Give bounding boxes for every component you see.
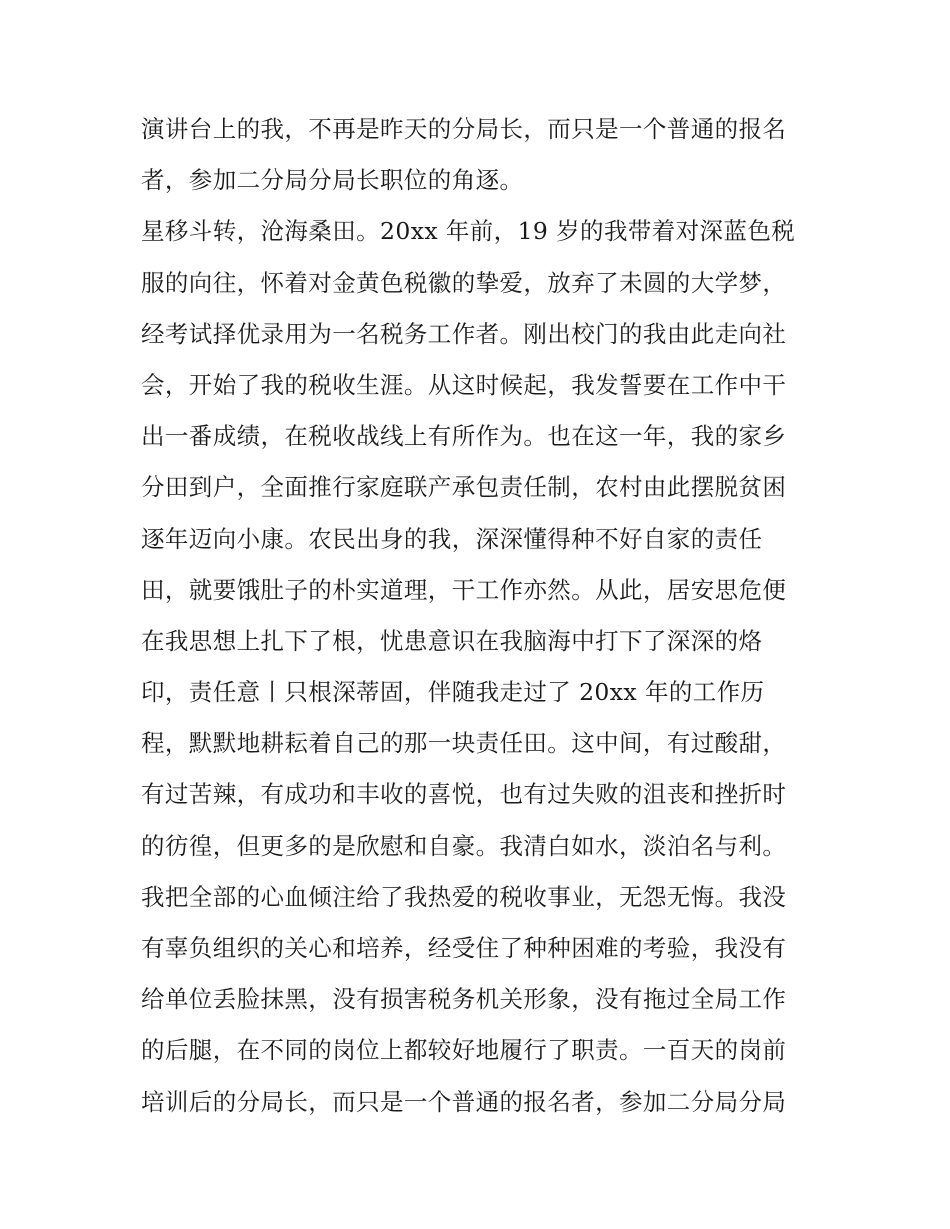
text-line: 者，参加二分局分局长职位的角逐。 [141, 166, 524, 195]
text-line: 出一番成绩，在税收战线上有所作为。也在这一年，我的家乡 [141, 422, 787, 451]
text-line: 逐年迈向小康。农民出身的我，深深懂得种不好自家的责任 [141, 524, 763, 553]
text-line: 有过苦辣，有成功和丰收的喜悦，也有过失败的沮丧和挫折时 [141, 780, 787, 809]
text-line: 演讲台上的我，不再是昨天的分局长，而只是一个普通的报名 [141, 115, 787, 143]
text-line: 印，责任意丨只根深蒂固，伴随我走过了 20xx 年的工作历 [141, 678, 765, 707]
text-line: 服的向往，怀着对金黄色税徽的挚爱，放弃了未圆的大学梦， [141, 268, 787, 297]
body-text [141, 104, 821, 1128]
text-line: 田，就要饿肚子的朴实道理，干工作亦然。从此，居安思危便 [141, 575, 787, 604]
text-line: 星移斗转，沧海桑田。20xx 年前，19 岁的我带着对深蓝色税 [141, 217, 796, 246]
text-line: 的后腿，在不同的岗位上都较好地履行了职责。一百天的岗前 [141, 1036, 787, 1065]
text-line: 我把全部的心血倾注给了我热爱的税收事业，无怨无悔。我没 [141, 882, 787, 911]
text-line: 有辜负组织的关心和培养，经受住了种种困难的考验，我没有 [141, 934, 787, 962]
text-line: 培训后的分局长，而只是一个普通的报名者，参加二分局分局 [141, 1087, 787, 1116]
text-line: 给单位丢脸抹黑，没有损害税务机关形象，没有拖过全局工作 [141, 985, 787, 1014]
text-line: 分田到户，全面推行家庭联产承包责任制，农村由此摆脱贫困 [141, 473, 787, 502]
text-line: 会，开始了我的税收生涯。从这时候起，我发誓要在工作中干 [141, 370, 787, 399]
text-line: 的彷徨，但更多的是欣慰和自豪。我清白如水，淡泊名与利。 [141, 831, 787, 860]
text-line: 在我思想上扎下了根，忧患意识在我脑海中打下了深深的烙 [141, 626, 763, 655]
text-line: 程，默默地耕耘着自己的那一块责任田。这中间，有过酸甜， [141, 729, 787, 758]
text-line: 经考试择优录用为一名税务工作者。刚出校门的我由此走向社 [141, 319, 787, 348]
